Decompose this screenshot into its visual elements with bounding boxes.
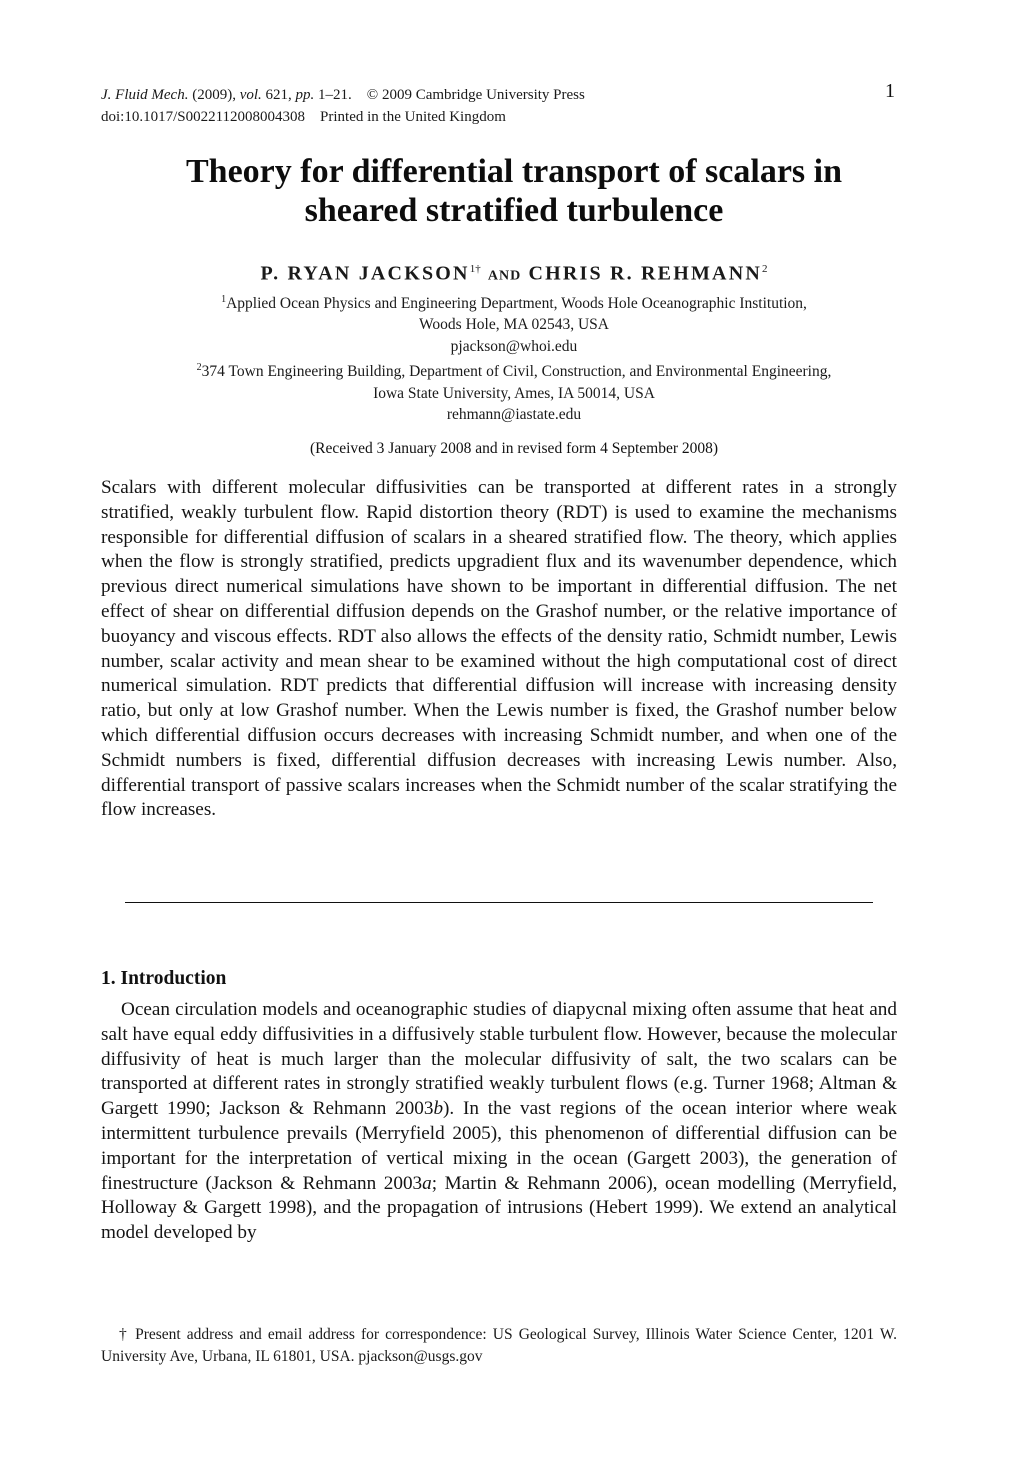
intro-text-part-1: Ocean circulation models and oceanographic studies of diapycnal mixing often assume that heat and salt have equal eddy diffusivities in a diffusively stable turbulent flow. However, because the molecular diffusivity of heat is much larger than the molecular diffusivity of salt, the two scalars can be transported at different rates in strongly stratified weakly turbulent flows (e.g. Turner 1968; Altman & Gargett 1990; Jackson & Rehmann 2003 — [101, 999, 897, 1120]
affiliation-1-line-1: Applied Ocean Physics and Engineering Department, Woods Hole Oceanographic Institution, — [226, 295, 807, 313]
pages-label: pp. — [295, 87, 315, 103]
journal-year: (2009), — [192, 87, 236, 103]
section-title: Introduction — [120, 968, 227, 989]
received-dates: (Received 3 January 2008 and in revised form 4 September 2008) — [309, 440, 719, 457]
affiliation-1-line-2: Woods Hole, MA 02543, USA — [419, 316, 609, 334]
affiliation-2-line-1: 374 Town Engineering Building, Department of Civil, Construction, and Environmental Engineering, — [201, 363, 832, 381]
title-line-2: sheared stratified turbulence — [304, 192, 724, 229]
doi-line — [101, 106, 585, 128]
affiliations — [100, 289, 928, 425]
affiliation-1 — [100, 289, 928, 357]
affiliation-1-email[interactable]: pjackson@whoi.edu — [450, 337, 578, 355]
title-line-1: Theory for differential transport of scalars in — [186, 153, 842, 190]
page-number: 1 — [885, 80, 895, 102]
printed-notice: Printed in the United Kingdom — [320, 109, 506, 125]
author-1-name: P. RYAN JACKSON — [260, 262, 470, 285]
copyright-notice: © 2009 Cambridge University Press — [366, 87, 585, 103]
section-number: 1. — [101, 968, 116, 989]
section-heading-introduction — [101, 966, 226, 992]
author-list — [100, 256, 928, 290]
citation-suffix-a: a — [422, 1172, 432, 1194]
affiliation-2-mark: 2 — [196, 362, 202, 374]
citation-line — [101, 84, 585, 106]
affiliation-2 — [100, 357, 928, 425]
author-2-name: CHRIS R. REHMANN — [528, 262, 762, 285]
journal-name: J. Fluid Mech. — [101, 87, 189, 103]
abstract: Scalars with different molecular diffusivities can be transported at different rates in a strongly stratified, weakly turbulent flow. Rapid distortion theory (RDT) is used to examine the mechanisms responsible for differential diffusion of scalars in a sheared stratified flow. The theory, which applies when the flow is strongly stratified, predicts upgradient flux and its wavenumber dependence, which previous direct numerical simulations have shown to be important in differential diffusion. The net effect of shear on differential diffusion depends on the Grashof number, or the relative importance of buoyancy and viscous effects. RDT also allows the effects of the density ratio, Schmidt number, Lewis number, scalar activity and mean shear to be examined without the high computational cost of direct numerical simulation. RDT predicts that differential diffusion will increase with increasing density ratio, but only at low Grashof number. When the Lewis number is fixed, the Grashof number below which differential diffusion occurs decreases with increasing Schmidt number, and when one of the Schmidt numbers is fixed, differential diffusion decreases with increasing Lewis number. Also, differential transport of passive scalars increases when the Schmidt number of the scalar stratifying the flow increases. — [101, 477, 897, 821]
page-range: 1–21. — [318, 87, 352, 103]
introduction-paragraph — [101, 998, 897, 1246]
intro-text-part-2: ). In the vast regions of the ocean interior where weak intermittent turbulence prevails (Merryfield 2005), this phenomenon of differential diffusion can be important for the interpretation of vertical mixing in the ocean (Gargett 2003), the generation of finestructure (Jackson & Rehmann 2003 — [101, 1098, 897, 1194]
running-head — [101, 84, 585, 128]
affiliation-2-line-2: Iowa State University, Ames, IA 50014, USA — [373, 384, 655, 402]
abstract-divider — [125, 902, 873, 903]
volume-number: 621, — [265, 87, 292, 103]
intro-text-part-3: ; Martin & Rehmann 2006), ocean modelling (Merryfield, Holloway & Gargett 1998), and the propagation of intrusions (Hebert 1999). We extend an analytical model developed by — [101, 1172, 898, 1244]
citation-suffix-b: b — [433, 1098, 444, 1120]
doi: doi:10.1017/S0022112008004308 — [101, 109, 306, 125]
affiliation-2-email[interactable]: rehmann@iastate.edu — [446, 405, 582, 423]
volume-label: vol. — [239, 87, 262, 103]
author-1-marks: 1† — [469, 263, 481, 275]
author-conjunction: AND — [487, 268, 522, 284]
footnote: † Present address and email address for correspondence: US Geological Survey, Illinois Water Science Center, 1201 W. University Ave, Urbana, IL 61801, USA. pjackson@usgs.gov — [101, 1326, 897, 1365]
affiliation-1-mark: 1 — [221, 294, 227, 305]
author-2-marks: 2 — [761, 263, 768, 275]
paper-title — [100, 152, 928, 230]
